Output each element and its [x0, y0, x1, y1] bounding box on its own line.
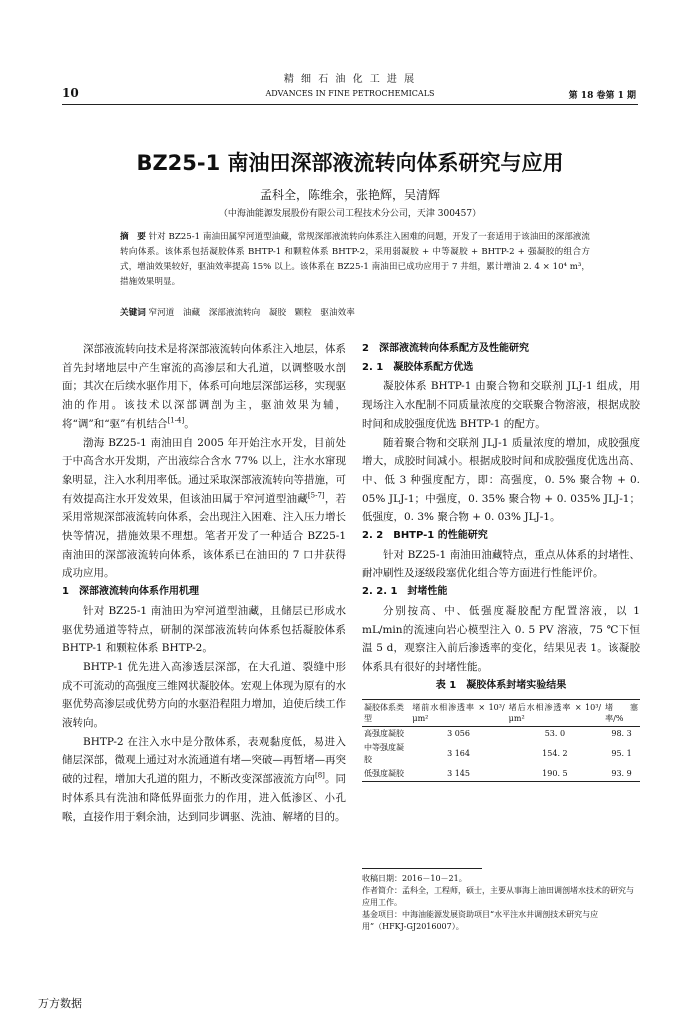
- table-header-cell: 堵前水相渗透率 × 10³/μm²: [410, 699, 506, 726]
- affiliation: （中海油能源发展股份有限公司工程技术分公司，天津 300457）: [218, 209, 482, 219]
- keywords-label: 关键词: [120, 308, 146, 318]
- table-header-cell: 堵后水相渗透率 × 10³/μm²: [507, 699, 603, 726]
- table-cell: 93. 9: [603, 767, 640, 782]
- table-cell: 53. 0: [544, 728, 566, 738]
- table-cell: 低强度凝胶: [362, 767, 410, 782]
- journal-name-cn: 精 细 石 油 化 工 进 展: [283, 74, 417, 85]
- table-cell: 98. 3: [611, 728, 632, 738]
- page-number: 10: [62, 86, 79, 100]
- citation-ref[interactable]: [8]: [315, 771, 325, 780]
- subsection-heading-2-1: 2. 1 凝胶体系配方优选: [362, 361, 474, 373]
- table-header-row: [362, 699, 640, 726]
- header-rule: [62, 104, 638, 105]
- paragraph-mechanism-2: BHTP-1 优先进入高渗透层深部，在大孔道、裂缝中形成不可流动的高强度三维网状凝胶体。宏观上体现为原有的水驱优势高渗层或优势方向的水驱沿程阻力增加，迫使后续工作液转向。: [62, 660, 346, 730]
- issue-label: 第 18 卷第 1 期: [568, 91, 636, 101]
- left-column: [62, 340, 346, 826]
- paragraph-formula-2: 随着聚合物和交联剂 JLJ-1 质量浓度的增加，成胶强度增大，成胶时间减小。根据成胶时间和成胶强度优选出高、中、低 3 种强度配方，即：高强度，0. 5% 聚合物 + 0. 05% JLJ-1；中强度，0. 35% 聚合物 + 0. 035% JLJ-1；低强度，0. 3% 聚合物 + 0. 03% JLJ-1。: [362, 436, 640, 524]
- paragraph-mechanism-1: 针对 BZ25-1 南油田为窄河道型油藏，且储层已形成水驱优势通道等特点，研制的深部液流转向体系包括凝胶体系 BHTP-1 和颗粒体系 BHTP-2。: [62, 604, 346, 655]
- paragraph-plugging: 分别按高、中、低强度凝胶配方配置溶液，以 1 mL/min的流速向岩心模型注入 0. 5 PV 溶液，75 ℃下恒温 5 d，观察注入前后渗透率的变化，结果见表 1。该凝胶体系具有很好的封堵性能。: [362, 604, 640, 673]
- abstract-text: 针对 BZ25-1 南油田属窄河道型油藏，常规深部液流转向体系注入困难的问题，开发了一套适用于该油田的深部液流转向体系。该体系包括凝胶体系 BHTP-1 和颗粒体系 BHTP-2，采用弱凝胶 + 中等凝胶 + BHTP-2 + 强凝胶的组合方式，增油效果较好，驱油效率提高 15% 以上。该体系在 BZ25-1 南油田已成功应用于 7 井组，累计增油 2. 4 × 10⁴ m³，措施效果明显。: [120, 232, 590, 287]
- section-heading-2: 2 深部液流转向体系配方及性能研究: [362, 343, 529, 354]
- citation-ref[interactable]: [5-7]: [307, 491, 325, 500]
- watermark: 万方数据: [38, 997, 82, 1010]
- table-cell: 95. 1: [611, 748, 632, 758]
- table-cell: 3 145: [410, 767, 506, 782]
- citation-ref[interactable]: [1-4]: [167, 416, 185, 425]
- footnote: [362, 868, 640, 933]
- abstract: [120, 230, 590, 290]
- funding-info: 基金项目：中海油能源发展资助项目“水平注水井调剖技术研究与应用”（HFKJ-GJ2016007）。: [362, 910, 599, 931]
- subsection-heading-2-2: 2. 2 BHTP-1 的性能研究: [362, 530, 488, 542]
- right-column: [362, 340, 640, 782]
- paragraph-formula-1: 凝胶体系 BHTP-1 由聚合物和交联剂 JLJ-1 组成，用现场注入水配制不同质量浓度的交联聚合物溶液，根据成胶时间和成胶强度优选 BHTP-1 的配方。: [362, 380, 640, 430]
- authors: 孟科全，陈维余，张艳辉，吴清辉: [259, 188, 440, 202]
- paragraph-intro-1: 深部液流转向技术是将深部液流转向体系注入地层，体系首先封堵地层中产生窜流的高渗层和大孔道，以调整吸水剖面；其次在后续水驱作用下，体系可向地层深部运移，实现驱油的作用。该技术以深部调剖为主，驱油效果为辅，将“调”和“驱”有机结合[1-4]。: [62, 343, 346, 430]
- article-title: BZ25-1 南油田深部液流转向体系研究与应用: [136, 151, 564, 175]
- received-date: 收稿日期：2016－10－21。: [362, 874, 467, 883]
- footnote-rule: [362, 868, 482, 869]
- paragraph-mechanism-3: BHTP-2 在注入水中是分散体系，表观黏度低，易进入储层深部，微观上通过对水流通道有堵—突破—再暂堵—再突破的过程，增加大孔道的阻力，不断改变深部液流方向[8]。同时体系具有洗油和降低界面张力的作用，进入低渗区、小孔喉，直接作用于剩余油，达到同步调驱、洗油、解堵的目的。: [62, 735, 347, 823]
- table-cell: 中等强度凝胶: [364, 742, 404, 764]
- table-caption: 表 1 凝胶体系封堵实验结果: [435, 679, 567, 691]
- subsection-heading-2-2-1: 2. 2. 1 封堵性能: [362, 586, 448, 598]
- table-header-cell: 凝胶体系类型: [362, 699, 410, 726]
- section-heading-1: 1 深部液流转向体系作用机理: [62, 586, 199, 598]
- paragraph-intro-2: 渤海 BZ25-1 南油田自 2005 年开始注水开发，目前处于中高含水开发期，产出液综合含水 77% 以上，注水水窜现象明显，注入水利用率低。通过采取深部液流转向等措施，可有效提高注水开发效果，但该油田属于窄河道型油藏[5-7]，若采用常规深部液流转向体系，会出现注入困难、注入压力增长快等情况，措施效果不理想。笔者开发了一种适合 BZ25-1 南油田的深部液流转向体系，该体系已在油田的 7 口井获得成功应用。: [62, 436, 347, 580]
- abstract-label: 摘 要: [120, 232, 146, 242]
- table-header-cell: 堵塞率/%: [603, 699, 640, 726]
- author-bio: 作者简介：孟科全，工程师，硕士，主要从事海上油田调剖堵水技术的研究与应用工作。: [362, 886, 634, 907]
- table-cell: 3 056: [447, 728, 470, 738]
- table-row: [362, 726, 640, 741]
- table-row: [362, 767, 640, 782]
- table-cell: 高强度凝胶: [364, 728, 404, 738]
- keywords-text: 窄河道 油藏 深部液流转向 凝胶 颗粒 驱油效率: [148, 308, 355, 318]
- table-cell: 154. 2: [542, 748, 568, 758]
- table-cell: 190. 5: [507, 767, 603, 782]
- paragraph-performance: 针对 BZ25-1 南油田油藏特点，重点从体系的封堵性、耐冲刷性及逐级段塞优化组合等方面进行性能评价。: [362, 548, 640, 580]
- plugging-results-table: [362, 699, 640, 782]
- keywords: [120, 306, 590, 318]
- table-row: [362, 741, 640, 767]
- table-cell: 3 164: [447, 748, 470, 758]
- journal-name-en: ADVANCES IN FINE PETROCHEMICALS: [265, 89, 435, 98]
